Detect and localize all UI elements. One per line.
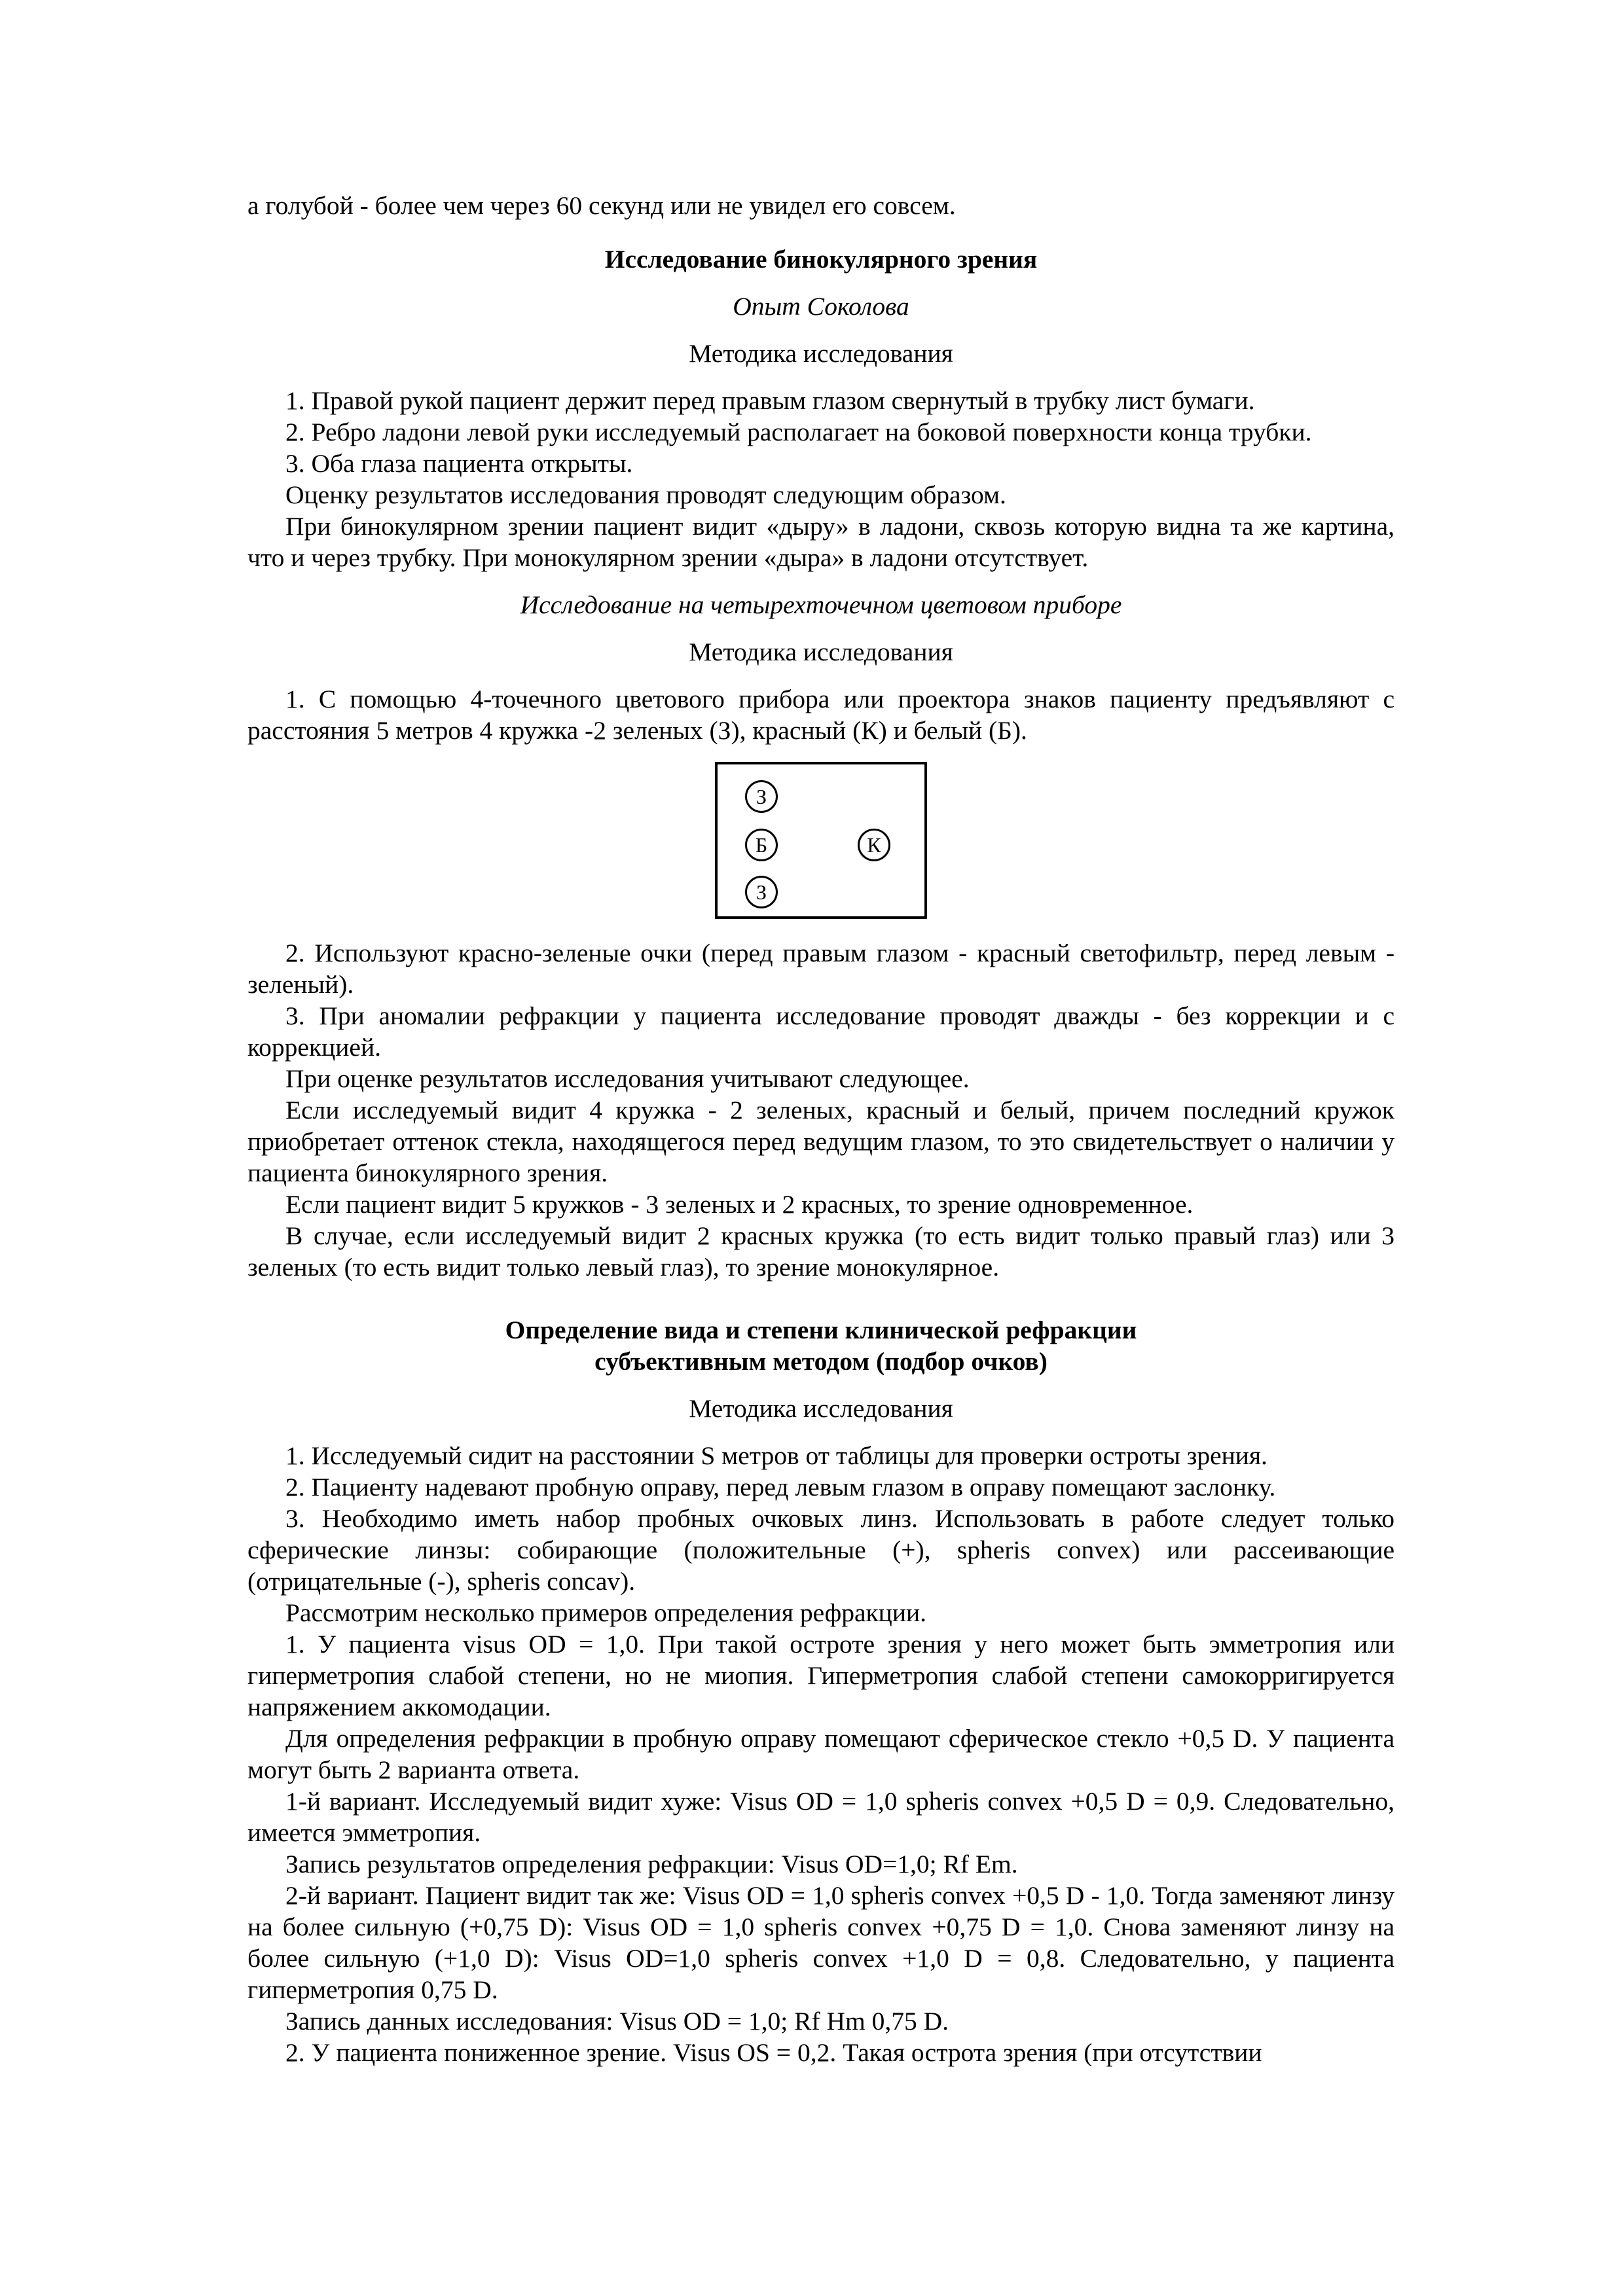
paragraph: 1. Правой рукой пациент держит перед правым глазом свернутый в трубку лист бумаги. bbox=[285, 386, 1255, 415]
paragraph: При оценке результатов исследования учитывают следующее. bbox=[285, 1064, 970, 1093]
paragraph: Запись данных исследования: Visus OD = 1,0; Rf Hm 0,75 D. bbox=[285, 2007, 949, 2036]
paragraph: 2. Используют красно-зеленые очки (перед правым глазом - красный светофильтр, перед левым - зеленый). bbox=[247, 939, 1395, 999]
paragraph: 2. Ребро ладони левой руки исследуемый располагает на боковой поверхности конца трубки. bbox=[285, 418, 1312, 446]
paragraph: 3. При аномалии рефракции у пациента исследование проводят дважды - без коррекции и с коррекцией. bbox=[247, 1001, 1395, 1062]
paragraph: В случае, если исследуемый видит 2 красных кружка (то есть видит только правый глаз) или 3 зеленых (то есть видит только левый глаз), то зрение монокулярное. bbox=[247, 1221, 1395, 1282]
paragraph: 1. У пациента visus OD = 1,0. При такой остроте зрения у него может быть эмметропия или гиперметропия слабой степени, но не миопия. Гиперметропия слабой степени самокорригируется напряжением аккомодации. bbox=[247, 1630, 1395, 1721]
paragraph: 2-й вариант. Пациент видит так же: Visus OD = 1,0 spheris convex +0,5 D - 1,0. Тогда заменяют линзу на более сильную (+0,75 D): Visus OD = 1,0 spheris convex +0,75 D = 1,0. Снова заменяют линзу на более сильную (+1,0 D): Visus OD=1,0 spheris convex +1,0 D = 0,8. Следовательно, у пациента гиперметропия 0,75 D. bbox=[247, 1881, 1395, 2004]
document-page bbox=[247, 190, 1395, 2068]
paragraph: При бинокулярном зрении пациент видит «дыру» в ладони, сквозь которую видна та же картина, что и через трубку. При монокулярном зрении «дыра» в ладони отсутствует. bbox=[247, 512, 1395, 572]
circle-green-bottom: З bbox=[745, 876, 778, 908]
paragraph: 1. С помощью 4-точечного цветового прибора или проектора знаков пациенту предъявляют с расстояния 5 метров 4 кружка -2 зеленых (З), красный (К) и белый (Б). bbox=[247, 685, 1395, 745]
paragraph: 2. Пациенту надевают пробную оправу, перед левым глазом в оправу помещают заслонку. bbox=[285, 1473, 1276, 1501]
paragraph: Если исследуемый видит 4 кружка - 2 зеленых, красный и белый, причем последний кружок приобретает оттенок стекла, находящегося перед ведущим глазом, то это свидетельствует о наличии у пациента бинокулярного зрения. bbox=[247, 1096, 1395, 1187]
method-label: Методика исследования bbox=[689, 637, 953, 666]
method-label: Методика исследования bbox=[689, 339, 953, 368]
paragraph: Если пациент видит 5 кружков - 3 зеленых и 2 красных, то зрение одновременное. bbox=[285, 1190, 1194, 1219]
section-heading-refraction-line2: субъективным методом (подбор очков) bbox=[594, 1347, 1048, 1376]
section-heading-binocular: Исследование бинокулярного зрения bbox=[604, 245, 1038, 274]
paragraph: Рассмотрим несколько примеров определения рефракции. bbox=[285, 1598, 926, 1627]
paragraph: 3. Необходимо иметь набор пробных очковых линз. Использовать в работе следует только сферические линзы: собирающие (положительные (+), spheris convex) или рассеивающие (отрицательные (-), spheris concav). bbox=[247, 1504, 1395, 1596]
paragraph: а голубой - более чем через 60 секунд или не увидел его совсем. bbox=[247, 191, 956, 220]
paragraph: Для определения рефракции в пробную оправу помещают сферическое стекло +0,5 D. У пациента могут быть 2 варианта ответа. bbox=[247, 1724, 1395, 1784]
method-label: Методика исследования bbox=[689, 1394, 953, 1423]
paragraph: Оценку результатов исследования проводят следующим образом. bbox=[285, 480, 1006, 509]
subheading-four-point: Исследование на четырехточечном цветовом приборе bbox=[520, 590, 1122, 619]
circle-white: Б bbox=[745, 829, 778, 861]
paragraph: Запись результатов определения рефракции: Visus OD=1,0; Rf Em. bbox=[285, 1850, 1018, 1878]
circle-green-top: З bbox=[745, 780, 778, 813]
subheading-sokolov: Опыт Соколова bbox=[733, 292, 909, 321]
section-heading-refraction: Определение вида и степени клинической рефракции bbox=[505, 1316, 1137, 1344]
paragraph: 2. У пациента пониженное зрение. Visus OS = 0,2. Такая острота зрения (при отсутствии bbox=[285, 2038, 1262, 2067]
paragraph: 1. Исследуемый сидит на расстоянии S метров от таблицы для проверки остроты зрения. bbox=[285, 1441, 1267, 1470]
paragraph: 1-й вариант. Исследуемый видит хуже: Visus OD = 1,0 spheris convex +0,5 D = 0,9. Следовательно, имеется эмметропия. bbox=[247, 1787, 1395, 1847]
paragraph: 3. Оба глаза пациента открыты. bbox=[285, 449, 633, 478]
circle-red: К bbox=[858, 829, 890, 861]
four-point-diagram bbox=[715, 762, 927, 919]
